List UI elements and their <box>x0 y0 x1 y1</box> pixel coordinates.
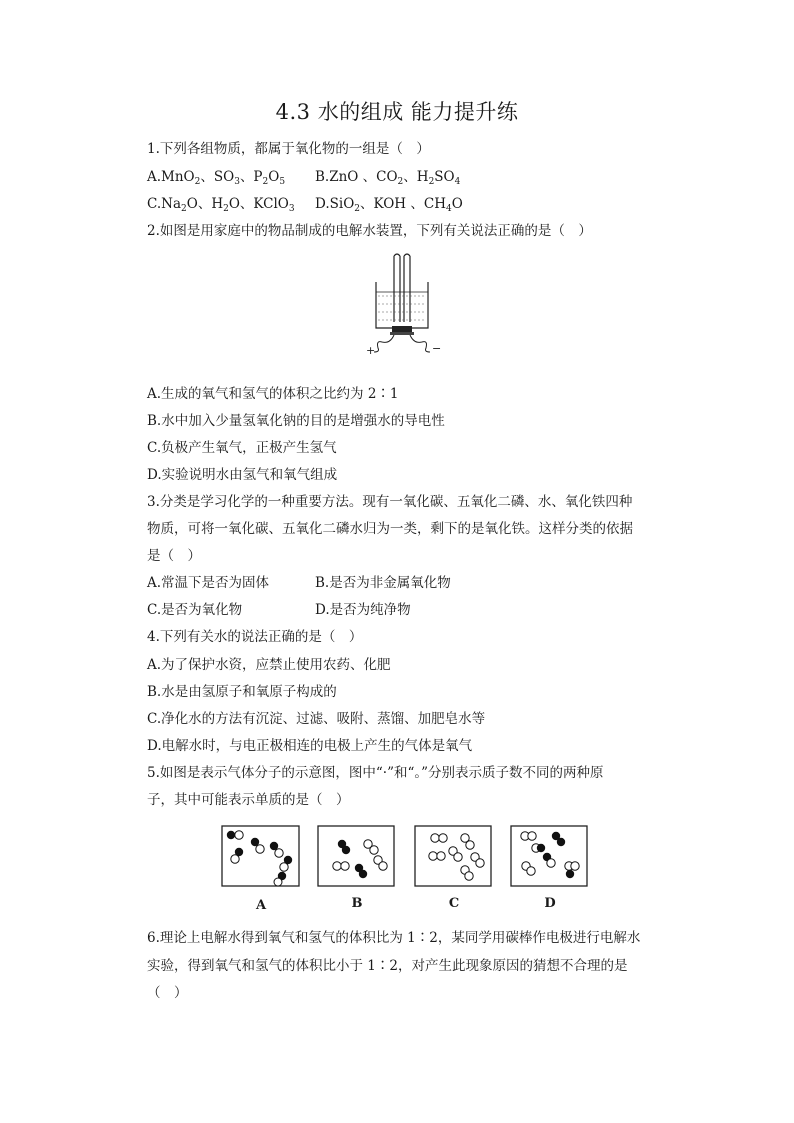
q4-option-c: C.净化水的方法有沉淀、过滤、吸附、蒸馏、加肥皂水等 <box>147 711 486 727</box>
q1-option-a: A.MnO$_2$、$SO_3$、$P_2O_5$ <box>147 169 286 187</box>
q1-option-b: B.ZnO 、$CO_2$、$H_2SO_4$ <box>315 169 461 187</box>
q2-option-a: A.生成的氧气和氢气的体积之比约为 2∶1 <box>147 386 399 402</box>
q3-option-d: D.是否为纯净物 <box>315 602 411 618</box>
box-label-b: B <box>351 896 363 911</box>
q3-stem-line-2: 物质，可将一氧化碳、五氧化二磷水归为一类，剩下的是氧化铁。这样分类的依据 <box>147 521 633 537</box>
box-label-c: C <box>448 896 460 911</box>
q3-stem-line-3: 是（ ） <box>147 548 201 564</box>
molecule-box-c <box>415 826 491 886</box>
q4-option-d: D.电解水时，与电正极相连的电极上产生的气体是氧气 <box>147 738 473 754</box>
q3-option-a: A.常温下是否为固体 <box>147 575 270 591</box>
q2-stem: 2.如图是用家庭中的物品制成的电解水装置，下列有关说法正确的是（ ） <box>147 223 592 239</box>
q2-option-d: D.实验说明水由氢气和氧气组成 <box>147 467 338 483</box>
molecule-box-d <box>511 826 587 886</box>
q6-stem-line-1: 6.理论上电解水得到氧气和氢气的体积比为 1∶2，某同学用碳棒作电极进行电解水 <box>147 930 641 946</box>
q4-option-b: B.水是由氢原子和氧原子构成的 <box>147 684 337 700</box>
q3-option-c: C.是否为氧化物 <box>147 602 243 618</box>
q1-option-d: D.SiO$_2$、KOH 、$CH_4O$ <box>315 196 463 214</box>
q5-stem-line-1: 5.如图是表示气体分子的示意图，图中“·”和“。”分别表示质子数不同的两种原 <box>147 765 604 781</box>
molecule-diagram-figure <box>220 824 590 890</box>
molecule-box-a <box>222 826 299 886</box>
q2-option-c: C.负极产生氧气，正极产生氢气 <box>147 440 337 456</box>
q1-option-c: $C.Na_2O$、$H_2O$、KClO$_3$ <box>147 196 295 214</box>
q5-stem-line-2: 子，其中可能表示单质的是（ ） <box>147 792 350 808</box>
q6-stem-line-3: （ ） <box>147 985 188 1001</box>
q3-option-b: B.是否为非金属氧化物 <box>315 575 451 591</box>
q3-stem-line-1: 3.分类是学习化学的一种重要方法。现有一氧化碳、五氧化二磷、水、氧化铁四种 <box>147 494 633 510</box>
q1-stem: 1.下列各组物质，都属于氧化物的一组是（ ） <box>147 141 430 157</box>
q6-stem-line-2: 实验，得到氧气和氢气的体积比小于 1∶2，对产生此现象原因的猜想不合理的是 <box>147 958 628 974</box>
electrolysis-apparatus-figure <box>362 252 442 364</box>
box-label-a: A <box>255 898 267 913</box>
q4-stem: 4.下列有关水的说法正确的是（ ） <box>147 629 363 645</box>
box-label-d: D <box>544 896 556 911</box>
positive-terminal-label: + <box>366 344 376 357</box>
molecule-box-b <box>318 826 394 886</box>
page-title: 4.3 水的组成 能力提升练 <box>275 100 519 124</box>
q4-option-a: A.为了保护水资，应禁止使用农药、化肥 <box>147 657 391 673</box>
negative-terminal-label: − <box>432 342 442 355</box>
q2-option-b: B.水中加入少量氢氧化钠的目的是增强水的导电性 <box>147 413 445 429</box>
